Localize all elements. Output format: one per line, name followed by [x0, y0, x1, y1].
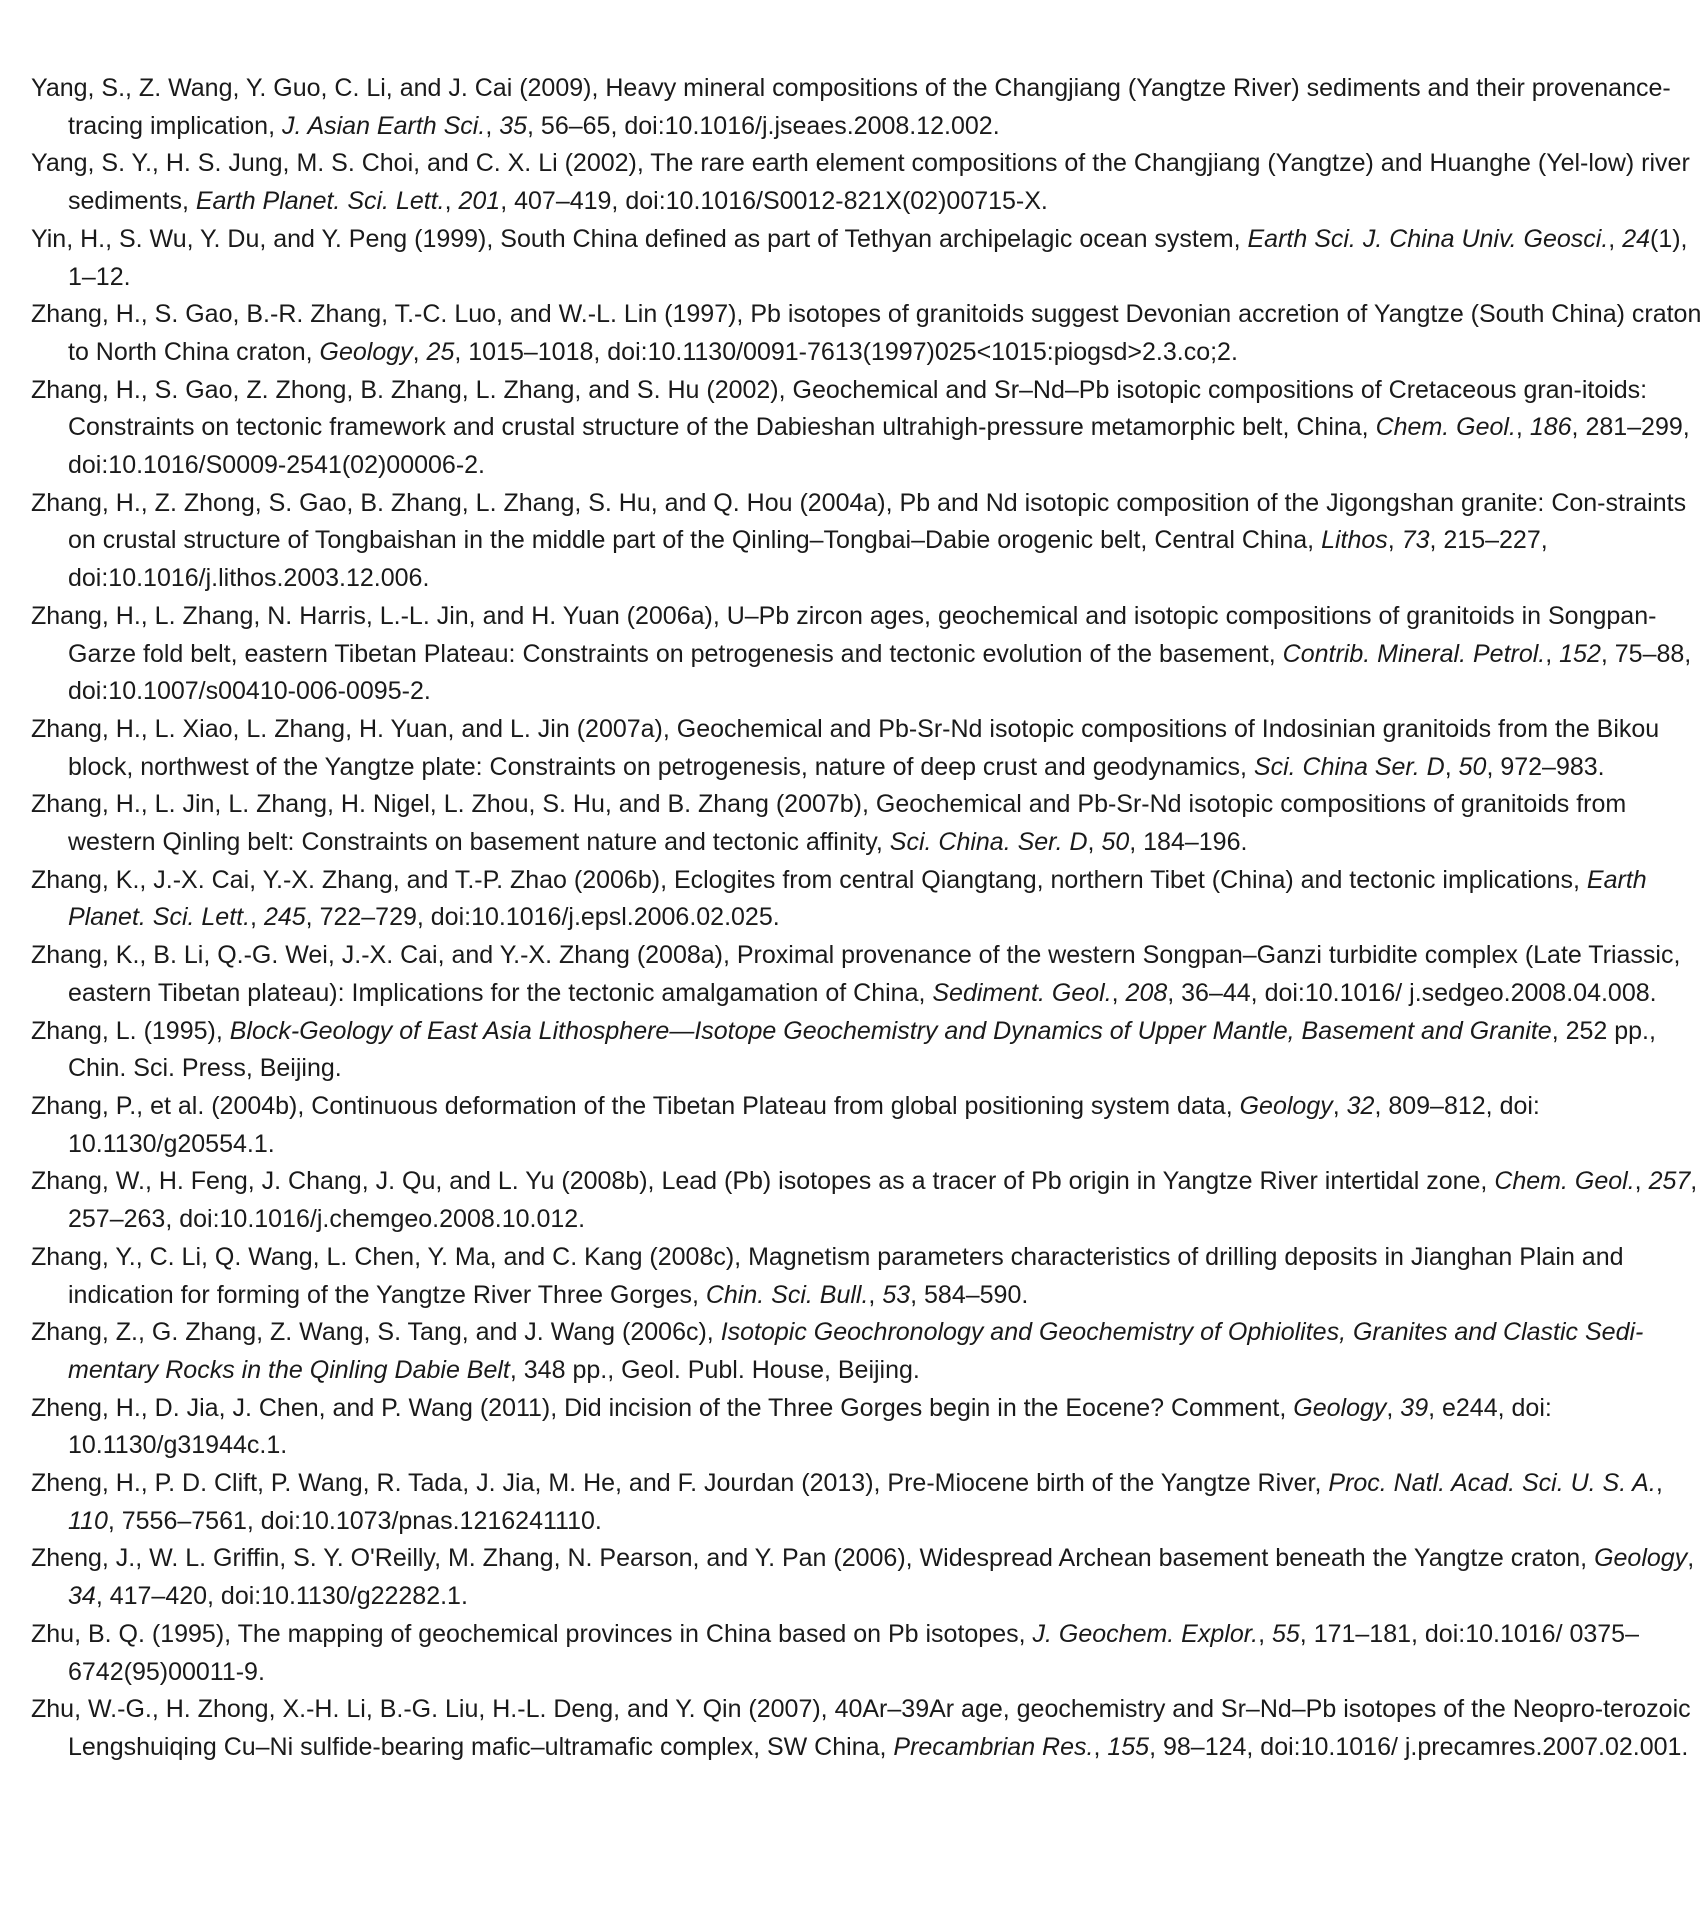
reference-separator: ,	[1386, 1393, 1401, 1422]
reference-entry	[31, 1616, 1705, 1691]
reference-text: Zhang, W., H. Feng, J. Chang, J. Qu, and L. Yu (2008b), Lead (Pb) isotopes as a tracer of Pb origin in Yangtze River intertidal zone,	[31, 1167, 1495, 1196]
reference-journal: Chin. Sci. Bull.	[705, 1280, 869, 1309]
reference-separator: ,	[1258, 1619, 1272, 1648]
reference-entry	[31, 1314, 1705, 1389]
reference-journal: Earth Planet. Sci. Lett.	[195, 187, 445, 216]
reference-text: Zheng, H., D. Jia, J. Chen, and P. Wang (2011), Did incision of the Three Gorges begin in the Eocene? Comment,	[31, 1393, 1294, 1422]
reference-details: , 722–729, doi:10.1016/j.epsl.2006.02.025.	[305, 903, 780, 932]
reference-separator: ,	[485, 111, 500, 140]
reference-volume: 39	[1400, 1393, 1429, 1422]
reference-separator: ,	[1545, 639, 1560, 668]
reference-text: Zhang, L. (1995),	[31, 1016, 230, 1045]
reference-separator: ,	[1687, 1544, 1695, 1573]
reference-separator: ,	[1093, 1732, 1108, 1761]
reference-details: (1), 1–12.	[68, 224, 1688, 291]
reference-separator: ,	[1608, 224, 1623, 253]
reference-text: Zhang, Z., G. Zhang, Z. Wang, S. Tang, and J. Wang (2006c),	[31, 1318, 721, 1347]
reference-separator: ,	[1515, 413, 1530, 442]
reference-details: , 257–263, doi:10.1016/j.chemgeo.2008.10.012.	[68, 1167, 1698, 1234]
reference-details: , 75–88, doi:10.1007/s00410-006-0095-2.	[68, 639, 1692, 706]
reference-separator: ,	[412, 337, 427, 366]
reference-entry	[31, 1540, 1705, 1615]
reference-volume: 25	[426, 337, 455, 366]
reference-details: , 972–983.	[1486, 752, 1605, 781]
reference-details: , 184–196.	[1129, 828, 1248, 857]
reference-entry	[31, 70, 1705, 145]
reference-journal: Contrib. Mineral. Petrol.	[1282, 639, 1546, 668]
reference-details: , 1015–1018, doi:10.1130/0091-7613(1997)025<1015:piogsd>2.3.co;2.	[454, 337, 1238, 366]
reference-details: , 407–419, doi:10.1016/S0012-821X(02)00715-X.	[500, 187, 1048, 216]
reference-volume: 73	[1401, 526, 1430, 555]
reference-journal: Precambrian Res.	[893, 1732, 1094, 1761]
reference-details: , 171–181, doi:10.1016/ 0375–6742(95)00011-9.	[68, 1619, 1639, 1686]
reference-journal: Isotopic Geochronology and Geochemistry of Ophiolites, Granites and Clastic Sedi-mentary Rocks in the Qinling Dabie Belt	[68, 1318, 1644, 1384]
reference-entry	[31, 1163, 1705, 1238]
reference-text: Zhang, H., S. Gao, B.-R. Zhang, T.-C. Luo, and W.-L. Lin (1997), Pb isotopes of granitoids suggest Devonian accretion of Yangtze (South China) craton to North China craton,	[31, 300, 1702, 366]
reference-journal: Proc. Natl. Acad. Sci. U. S. A.	[1328, 1469, 1656, 1498]
reference-separator: ,	[1655, 1469, 1663, 1498]
reference-text: Yang, S. Y., H. S. Jung, M. S. Choi, and C. X. Li (2002), The rare earth element compositions of the Changjiang (Yangtze) and Huanghe (Yel-low) river sediments,	[31, 149, 1690, 216]
reference-journal: Earth Sci. J. China Univ. Geosci.	[1247, 224, 1609, 253]
reference-journal: Earth Planet. Sci. Lett.	[68, 865, 1647, 932]
reference-journal: Block-Geology of East Asia Lithosphere—Isotope Geochemistry and Dynamics of Upper Mantle, Basement and Granite	[229, 1016, 1552, 1045]
reference-details: , 98–124, doi:10.1016/ j.precamres.2007.02.001.	[1149, 1732, 1689, 1761]
reference-entry	[31, 1013, 1705, 1088]
reference-volume: 55	[1271, 1619, 1300, 1648]
reference-volume: 50	[1101, 828, 1130, 857]
reference-volume: 186	[1529, 413, 1572, 442]
reference-entry	[31, 937, 1705, 1012]
reference-volume: 155	[1107, 1732, 1150, 1761]
reference-separator: ,	[444, 187, 459, 216]
reference-separator: ,	[1387, 526, 1402, 555]
reference-text: Zhu, B. Q. (1995), The mapping of geochemical provinces in China based on Pb isotopes,	[31, 1619, 1033, 1648]
reference-text: Zhang, P., et al. (2004b), Continuous deformation of the Tibetan Plateau from global positioning system data,	[31, 1091, 1240, 1120]
reference-text: Zheng, H., P. D. Clift, P. Wang, R. Tada, J. Jia, M. He, and F. Jourdan (2013), Pre-Miocene birth of the Yangtze River,	[31, 1469, 1329, 1498]
reference-volume: 245	[263, 903, 306, 932]
reference-separator: ,	[1444, 752, 1459, 781]
reference-volume: 53	[882, 1280, 911, 1309]
reference-text: Yang, S., Z. Wang, Y. Guo, C. Li, and J. Cai (2009), Heavy mineral compositions of the Changjiang (Yangtze River) sediments and their provenance-tracing implication,	[31, 74, 1671, 140]
reference-entry	[31, 862, 1705, 937]
reference-entry	[31, 372, 1705, 485]
reference-details: , 417–420, doi:10.1130/g22282.1.	[95, 1582, 468, 1611]
reference-journal: J. Geochem. Explor.	[1032, 1619, 1259, 1648]
reference-entry	[31, 711, 1705, 786]
reference-journal: Geology	[1293, 1393, 1387, 1422]
reference-volume: 257	[1648, 1167, 1691, 1196]
reference-details: , 215–227, doi:10.1016/j.lithos.2003.12.006.	[68, 526, 1548, 593]
reference-separator: ,	[1634, 1167, 1649, 1196]
reference-text: Zhang, H., L. Zhang, N. Harris, L.-L. Jin, and H. Yuan (2006a), U–Pb zircon ages, geochemical and isotopic compositions of granitoids in Songpan-Garze fold belt, eastern Tibetan Plateau: Constraints on petrogenesis and tectonic evolution of the basement,	[31, 601, 1657, 668]
reference-volume: 110	[68, 1506, 108, 1535]
reference-details: , 584–590.	[910, 1280, 1029, 1309]
reference-details: , 36–44, doi:10.1016/ j.sedgeo.2008.04.008.	[1167, 978, 1657, 1007]
reference-journal: Chem. Geol.	[1494, 1167, 1635, 1196]
reference-journal: Chem. Geol.	[1375, 413, 1516, 442]
reference-details: , 56–65, doi:10.1016/j.jseaes.2008.12.002.	[527, 111, 1000, 140]
reference-entry	[31, 485, 1705, 598]
reference-entry	[31, 145, 1705, 220]
reference-journal: Lithos	[1321, 526, 1388, 555]
reference-text: Zhang, Y., C. Li, Q. Wang, L. Chen, Y. Ma, and C. Kang (2008c), Magnetism parameters characteristics of drilling deposits in Jianghan Plain and indication for forming of the Yangtze River Three Gorges,	[31, 1242, 1624, 1309]
reference-list	[31, 70, 1705, 1767]
reference-details: , 281–299, doi:10.1016/S0009-2541(02)00006-2.	[68, 413, 1690, 480]
reference-entry	[31, 221, 1705, 296]
reference-details: , 809–812, doi: 10.1130/g20554.1.	[68, 1091, 1540, 1158]
reference-journal: J. Asian Earth Sci.	[281, 111, 486, 140]
reference-separator: ,	[250, 903, 264, 932]
reference-text: Zhang, H., Z. Zhong, S. Gao, B. Zhang, L. Zhang, S. Hu, and Q. Hou (2004a), Pb and Nd isotopic composition of the Jigongshan granite: Con-straints on crustal structure of Tongbaishan in the middle part of the Qinling–Tongbai–Dabie orogenic belt, Central China,	[31, 488, 1687, 555]
reference-journal: Geology	[319, 337, 413, 366]
reference-entry	[31, 598, 1705, 711]
reference-journal: Sci. China Ser. D	[1253, 752, 1445, 781]
reference-entry	[31, 1691, 1705, 1766]
reference-text: Zhang, H., L. Jin, L. Zhang, H. Nigel, L. Zhou, S. Hu, and B. Zhang (2007b), Geochemical and Pb-Sr-Nd isotopic compositions of granitoids from western Qinling belt: Constraints on basement nature and tectonic affinity,	[31, 790, 1627, 857]
reference-separator: ,	[1332, 1091, 1347, 1120]
reference-separator: ,	[1551, 1016, 1566, 1045]
reference-entry	[31, 1390, 1705, 1465]
reference-journal: Sci. China. Ser. D	[889, 828, 1088, 857]
reference-details: , 7556–7561, doi:10.1073/pnas.1216241110.	[107, 1506, 602, 1535]
reference-volume: 24	[1622, 224, 1650, 253]
reference-volume: 34	[68, 1582, 96, 1611]
reference-details: 252 pp., Chin. Sci. Press, Beijing.	[68, 1016, 1656, 1083]
reference-text: Zhang, H., L. Xiao, L. Zhang, H. Yuan, and L. Jin (2007a), Geochemical and Pb-Sr-Nd isotopic compositions of Indosinian granitoids from the Bikou block, northwest of the Yangtze plate: Constraints on petrogenesis, nature of deep crust and geodynamics,	[31, 714, 1660, 781]
reference-text: Zhu, W.-G., H. Zhong, X.-H. Li, B.-G. Liu, H.-L. Deng, and Y. Qin (2007), 40Ar–39Ar age, geochemistry and Sr–Nd–Pb isotopes of the Neopro-terozoic Lengshuiqing Cu–Ni sulfide-bearing mafic–ultramafic complex, SW China,	[31, 1695, 1691, 1761]
reference-text: Zhang, H., S. Gao, Z. Zhong, B. Zhang, L. Zhang, and S. Hu (2002), Geochemical and Sr–Nd–Pb isotopic compositions of Cretaceous gran-itoids: Constraints on tectonic framework and crustal structure of the Dabieshan ultrahigh-pressure metamorphic belt, China,	[31, 375, 1648, 442]
reference-text: Yin, H., S. Wu, Y. Du, and Y. Peng (1999), South China defined as part of Tethyan archipelagic ocean system,	[31, 224, 1248, 253]
reference-volume: 32	[1346, 1091, 1375, 1120]
reference-separator: ,	[1111, 978, 1126, 1007]
reference-details: 348 pp., Geol. Publ. House, Beijing.	[523, 1355, 920, 1384]
reference-separator: ,	[868, 1280, 883, 1309]
reference-separator: ,	[1087, 828, 1102, 857]
reference-text: Zheng, J., W. L. Griffin, S. Y. O'Reilly, M. Zhang, N. Pearson, and Y. Pan (2006), Widespread Archean basement beneath the Yangtze craton,	[31, 1544, 1595, 1573]
reference-entry	[31, 1465, 1705, 1540]
reference-text: Zhang, K., B. Li, Q.-G. Wei, J.-X. Cai, and Y.-X. Zhang (2008a), Proximal provenance of the western Songpan–Ganzi turbidite complex (Late Triassic, eastern Tibetan plateau): Implications for the tectonic amalgamation of China,	[31, 941, 1681, 1007]
reference-volume: 35	[499, 111, 528, 140]
reference-journal: Geology	[1239, 1091, 1333, 1120]
reference-details: , e244, doi: 10.1130/g31944c.1.	[68, 1393, 1552, 1460]
reference-entry	[31, 1088, 1705, 1163]
reference-volume: 152	[1559, 639, 1601, 668]
reference-volume: 208	[1125, 978, 1168, 1007]
reference-entry	[31, 786, 1705, 861]
reference-separator: ,	[509, 1355, 524, 1384]
reference-entry	[31, 296, 1705, 371]
reference-entry	[31, 1239, 1705, 1314]
reference-text: Zhang, K., J.-X. Cai, Y.-X. Zhang, and T.-P. Zhao (2006b), Eclogites from central Qiangtang, northern Tibet (China) and tectonic implications,	[31, 865, 1587, 894]
reference-journal: Geology	[1594, 1544, 1688, 1573]
reference-volume: 50	[1458, 752, 1487, 781]
reference-volume: 201	[458, 187, 501, 216]
reference-journal: Sediment. Geol.	[932, 978, 1112, 1007]
